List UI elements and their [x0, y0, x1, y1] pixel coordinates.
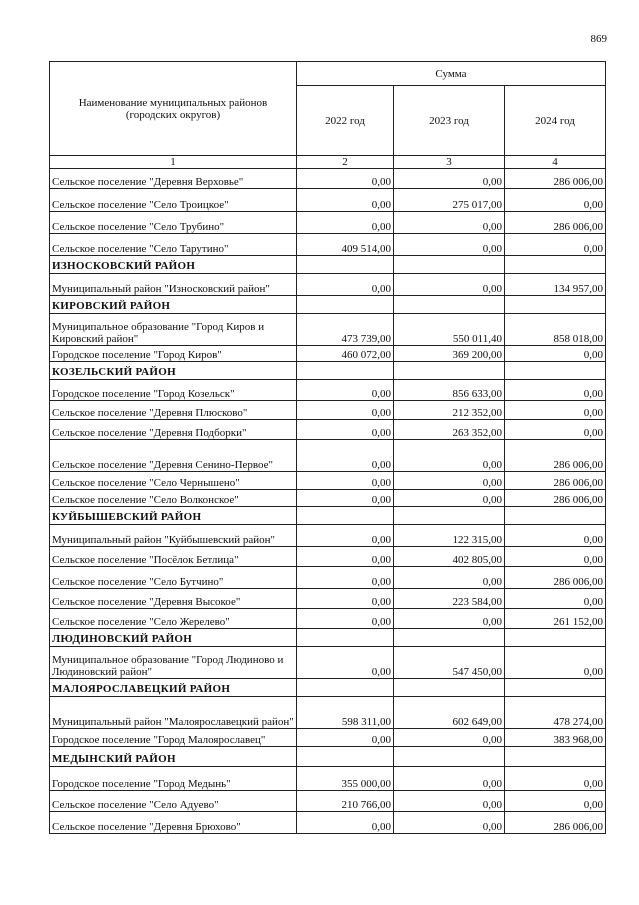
municipality-name: Городское поселение "Город Киров" [50, 346, 297, 362]
amount-2024: 0,00 [505, 420, 606, 440]
amount-2024: 858 018,00 [505, 314, 606, 346]
district-header-row [50, 256, 606, 274]
amount-2023: 0,00 [394, 472, 505, 490]
empty-cell [394, 256, 505, 274]
amount-2022: 473 739,00 [297, 314, 394, 346]
municipality-name: Сельское поселение "Село Адуево" [50, 791, 297, 812]
amount-2023: 0,00 [394, 729, 505, 747]
table-row [50, 472, 606, 490]
empty-cell [394, 362, 505, 380]
empty-cell [505, 679, 606, 697]
amount-2024: 286 006,00 [505, 812, 606, 834]
amount-2023: 550 011,40 [394, 314, 505, 346]
district-header-row [50, 362, 606, 380]
amount-2022: 0,00 [297, 189, 394, 212]
municipality-name: Сельское поселение "Село Бутчино" [50, 567, 297, 589]
page-number: 869 [590, 33, 607, 45]
table-row [50, 420, 606, 440]
amount-2024: 261 152,00 [505, 609, 606, 629]
amount-2022: 409 514,00 [297, 234, 394, 256]
amount-2023: 602 649,00 [394, 697, 505, 729]
municipality-name: Сельское поселение "Село Чернышено" [50, 472, 297, 490]
district-name: КОЗЕЛЬСКИЙ РАЙОН [50, 362, 297, 380]
amount-2022: 0,00 [297, 812, 394, 834]
amount-2023: 0,00 [394, 490, 505, 507]
district-header-row [50, 629, 606, 647]
table-row [50, 647, 606, 679]
amount-2024: 0,00 [505, 589, 606, 609]
amount-2024: 0,00 [505, 234, 606, 256]
amount-2022: 0,00 [297, 589, 394, 609]
amount-2024: 0,00 [505, 401, 606, 420]
amount-2023: 223 584,00 [394, 589, 505, 609]
district-name: КИРОВСКИЙ РАЙОН [50, 296, 297, 314]
empty-cell [394, 629, 505, 647]
table-row [50, 547, 606, 567]
amount-2022: 598 311,00 [297, 697, 394, 729]
empty-cell [297, 256, 394, 274]
empty-cell [505, 362, 606, 380]
empty-cell [505, 629, 606, 647]
amount-2023: 0,00 [394, 791, 505, 812]
table-row [50, 490, 606, 507]
municipality-name: Муниципальное образование "Город Людиново и Людиновский район" [50, 647, 297, 679]
header-year-2023: 2023 год [394, 86, 505, 156]
amount-2023: 369 200,00 [394, 346, 505, 362]
amount-2022: 0,00 [297, 169, 394, 189]
municipality-name: Сельское поселение "Деревня Плюсково" [50, 401, 297, 420]
municipality-name: Сельское поселение "Посёлок Бетлица" [50, 547, 297, 567]
municipality-name: Сельское поселение "Деревня Брюхово" [50, 812, 297, 834]
empty-cell [297, 507, 394, 525]
amount-2024: 286 006,00 [505, 567, 606, 589]
table-row [50, 767, 606, 791]
table-row [50, 697, 606, 729]
amount-2023: 0,00 [394, 274, 505, 296]
table-row [50, 189, 606, 212]
amount-2022: 460 072,00 [297, 346, 394, 362]
amount-2023: 0,00 [394, 169, 505, 189]
municipality-name: Сельское поселение "Деревня Сенино-Первое" [50, 440, 297, 472]
empty-cell [297, 296, 394, 314]
table-row [50, 729, 606, 747]
municipality-name: Муниципальный район "Малоярославецкий район" [50, 697, 297, 729]
amount-2022: 0,00 [297, 472, 394, 490]
empty-cell [394, 747, 505, 767]
amount-2022: 0,00 [297, 380, 394, 401]
empty-cell [505, 256, 606, 274]
amount-2023: 0,00 [394, 767, 505, 791]
table-row [50, 380, 606, 401]
municipality-name: Сельское поселение "Деревня Подборки" [50, 420, 297, 440]
table-row [50, 609, 606, 629]
district-header-row [50, 507, 606, 525]
municipality-name: Сельское поселение "Деревня Высокое" [50, 589, 297, 609]
amount-2024: 286 006,00 [505, 169, 606, 189]
table-row [50, 274, 606, 296]
municipality-name: Городское поселение "Город Медынь" [50, 767, 297, 791]
municipality-name: Городское поселение "Город Козельск" [50, 380, 297, 401]
district-name: МЕДЫНСКИЙ РАЙОН [50, 747, 297, 767]
district-name: МАЛОЯРОСЛАВЕЦКИЙ РАЙОН [50, 679, 297, 697]
amount-2023: 0,00 [394, 440, 505, 472]
district-name: ЛЮДИНОВСКИЙ РАЙОН [50, 629, 297, 647]
municipality-name: Сельское поселение "Село Тарутино" [50, 234, 297, 256]
amount-2022: 0,00 [297, 401, 394, 420]
amount-2022: 0,00 [297, 420, 394, 440]
district-name: КУЙБЫШЕВСКИЙ РАЙОН [50, 507, 297, 525]
amount-2023: 0,00 [394, 609, 505, 629]
table-row [50, 525, 606, 547]
table-row [50, 212, 606, 234]
empty-cell [505, 507, 606, 525]
municipality-name: Муниципальный район "Куйбышевский район" [50, 525, 297, 547]
district-header-row [50, 296, 606, 314]
amount-2024: 383 968,00 [505, 729, 606, 747]
municipality-name: Муниципальный район "Износковский район" [50, 274, 297, 296]
budget-table [49, 61, 606, 834]
municipality-name: Сельское поселение "Село Волконское" [50, 490, 297, 507]
table-row [50, 169, 606, 189]
amount-2023: 402 805,00 [394, 547, 505, 567]
table-row [50, 589, 606, 609]
table-row [50, 567, 606, 589]
amount-2024: 0,00 [505, 647, 606, 679]
amount-2023: 263 352,00 [394, 420, 505, 440]
amount-2023: 212 352,00 [394, 401, 505, 420]
amount-2024: 0,00 [505, 346, 606, 362]
table-row [50, 314, 606, 346]
empty-cell [505, 747, 606, 767]
amount-2024: 286 006,00 [505, 440, 606, 472]
district-header-row [50, 747, 606, 767]
amount-2024: 286 006,00 [505, 472, 606, 490]
table-row [50, 812, 606, 834]
district-name: ИЗНОСКОВСКИЙ РАЙОН [50, 256, 297, 274]
amount-2022: 0,00 [297, 567, 394, 589]
header-name-column: Наименование муниципальных районов (городских округов) [50, 62, 297, 156]
column-number-2: 2 [297, 156, 394, 169]
amount-2024: 0,00 [505, 380, 606, 401]
amount-2022: 0,00 [297, 212, 394, 234]
amount-2024: 0,00 [505, 767, 606, 791]
empty-cell [297, 362, 394, 380]
empty-cell [297, 679, 394, 697]
municipality-name: Сельское поселение "Село Троицкое" [50, 189, 297, 212]
table-row [50, 440, 606, 472]
amount-2024: 134 957,00 [505, 274, 606, 296]
header-sum: Сумма [297, 62, 606, 86]
amount-2022: 0,00 [297, 490, 394, 507]
amount-2024: 286 006,00 [505, 490, 606, 507]
header-year-2022: 2022 год [297, 86, 394, 156]
column-number-4: 4 [505, 156, 606, 169]
empty-cell [297, 629, 394, 647]
amount-2023: 547 450,00 [394, 647, 505, 679]
table-row [50, 346, 606, 362]
amount-2023: 122 315,00 [394, 525, 505, 547]
table-body [50, 169, 606, 834]
amount-2024: 286 006,00 [505, 212, 606, 234]
column-number-3: 3 [394, 156, 505, 169]
amount-2022: 0,00 [297, 274, 394, 296]
table-row [50, 401, 606, 420]
municipality-name: Городское поселение "Город Малоярославец" [50, 729, 297, 747]
amount-2022: 0,00 [297, 647, 394, 679]
amount-2023: 0,00 [394, 212, 505, 234]
amount-2023: 856 633,00 [394, 380, 505, 401]
district-header-row [50, 679, 606, 697]
empty-cell [394, 296, 505, 314]
municipality-name: Муниципальное образование "Город Киров и Кировский район" [50, 314, 297, 346]
municipality-name: Сельское поселение "Деревня Верховье" [50, 169, 297, 189]
municipality-name: Сельское поселение "Село Трубино" [50, 212, 297, 234]
amount-2023: 0,00 [394, 234, 505, 256]
amount-2023: 0,00 [394, 812, 505, 834]
table-row [50, 234, 606, 256]
amount-2024: 0,00 [505, 791, 606, 812]
amount-2024: 0,00 [505, 189, 606, 212]
table-row [50, 791, 606, 812]
column-number-1: 1 [50, 156, 297, 169]
amount-2022: 0,00 [297, 440, 394, 472]
empty-cell [505, 296, 606, 314]
amount-2022: 0,00 [297, 609, 394, 629]
amount-2023: 0,00 [394, 567, 505, 589]
amount-2022: 0,00 [297, 547, 394, 567]
amount-2023: 275 017,00 [394, 189, 505, 212]
empty-cell [394, 507, 505, 525]
header-year-2024: 2024 год [505, 86, 606, 156]
amount-2024: 0,00 [505, 525, 606, 547]
municipality-name: Сельское поселение "Село Жерелево" [50, 609, 297, 629]
amount-2024: 0,00 [505, 547, 606, 567]
amount-2022: 210 766,00 [297, 791, 394, 812]
empty-cell [297, 747, 394, 767]
amount-2024: 478 274,00 [505, 697, 606, 729]
empty-cell [394, 679, 505, 697]
amount-2022: 355 000,00 [297, 767, 394, 791]
amount-2022: 0,00 [297, 729, 394, 747]
amount-2022: 0,00 [297, 525, 394, 547]
